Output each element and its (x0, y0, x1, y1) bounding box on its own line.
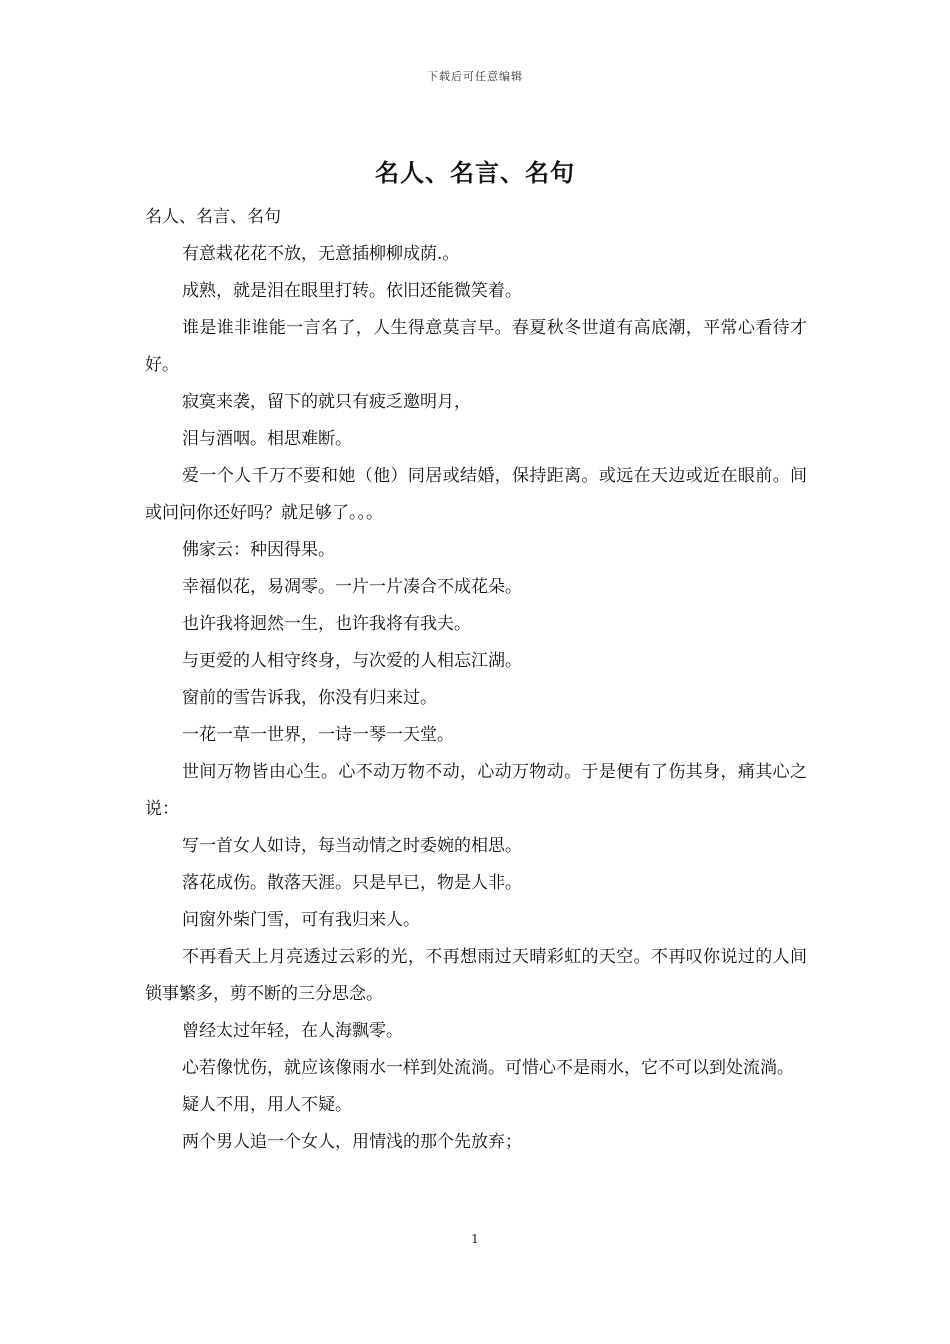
quote-line: 与更爱的人相守终身，与次爱的人相忘江湖。 (182, 651, 522, 671)
quote-line: 泪与酒咽。相思难断。 (182, 429, 352, 449)
quote-line: 窗前的雪告诉我，你没有归来过。 (182, 688, 437, 708)
quote-line: 世间万物皆由心生。心不动万物不动，心动万物动。于是便有了伤其身，痛其心之说： (145, 762, 807, 819)
quote-line: 谁是谁非谁能一言名了，人生得意莫言早。春夏秋冬世道有高底潮，平常心看待才好。 (145, 318, 807, 375)
quote-line: 寂寞来袭，留下的就只有疲乏邀明月， (182, 392, 471, 412)
quote-line: 两个男人追一个女人，用情浅的那个先放弃； (182, 1132, 522, 1152)
quote-line: 问窗外柴门雪，可有我归来人。 (182, 910, 420, 930)
quote-line: 一花一草一世界，一诗一琴一天堂。 (182, 725, 454, 745)
quote-line: 成熟，就是泪在眼里打转。依旧还能微笑着。 (182, 281, 522, 301)
quote-line: 也许我将迥然一生，也许我将有我夫。 (182, 614, 471, 634)
quote-line: 佛家云：种因得果。 (182, 540, 335, 560)
quote-line: 心若像忧伤，就应该像雨水一样到处流淌。可惜心不是雨水，它不可以到处流淌。 (182, 1058, 794, 1078)
quote-line: 疑人不用，用人不疑。 (182, 1095, 352, 1115)
quote-line: 爱一个人千万不要和她（他）同居或结婚，保持距离。或远在天边或近在眼前。间或问问你还好吗？就足够了。。。 (145, 466, 807, 523)
document-body (145, 199, 807, 1161)
quote-line: 幸福似花，易凋零。一片一片凑合不成花朵。 (182, 577, 522, 597)
quote-line: 曾经太过年轻，在人海飘零。 (182, 1021, 403, 1041)
quote-line: 不再看天上月亮透过云彩的光，不再想雨过天晴彩虹的天空。不再叹你说过的人间锁事繁多，剪不断的三分思念。 (145, 947, 807, 1004)
quote-line: 写一首女人如诗，每当动情之时委婉的相思。 (182, 836, 522, 856)
document-title: 名人、名言、名句 (375, 158, 575, 187)
header-note: 下载后可任意编辑 (427, 70, 523, 83)
quote-line: 有意栽花花不放，无意插柳柳成荫.。 (182, 244, 460, 264)
quote-line: 落花成伤。散落天涯。只是早已，物是人非。 (182, 873, 522, 893)
document-subtitle: 名人、名言、名句 (145, 207, 281, 227)
page-number: 1 (471, 1232, 479, 1246)
